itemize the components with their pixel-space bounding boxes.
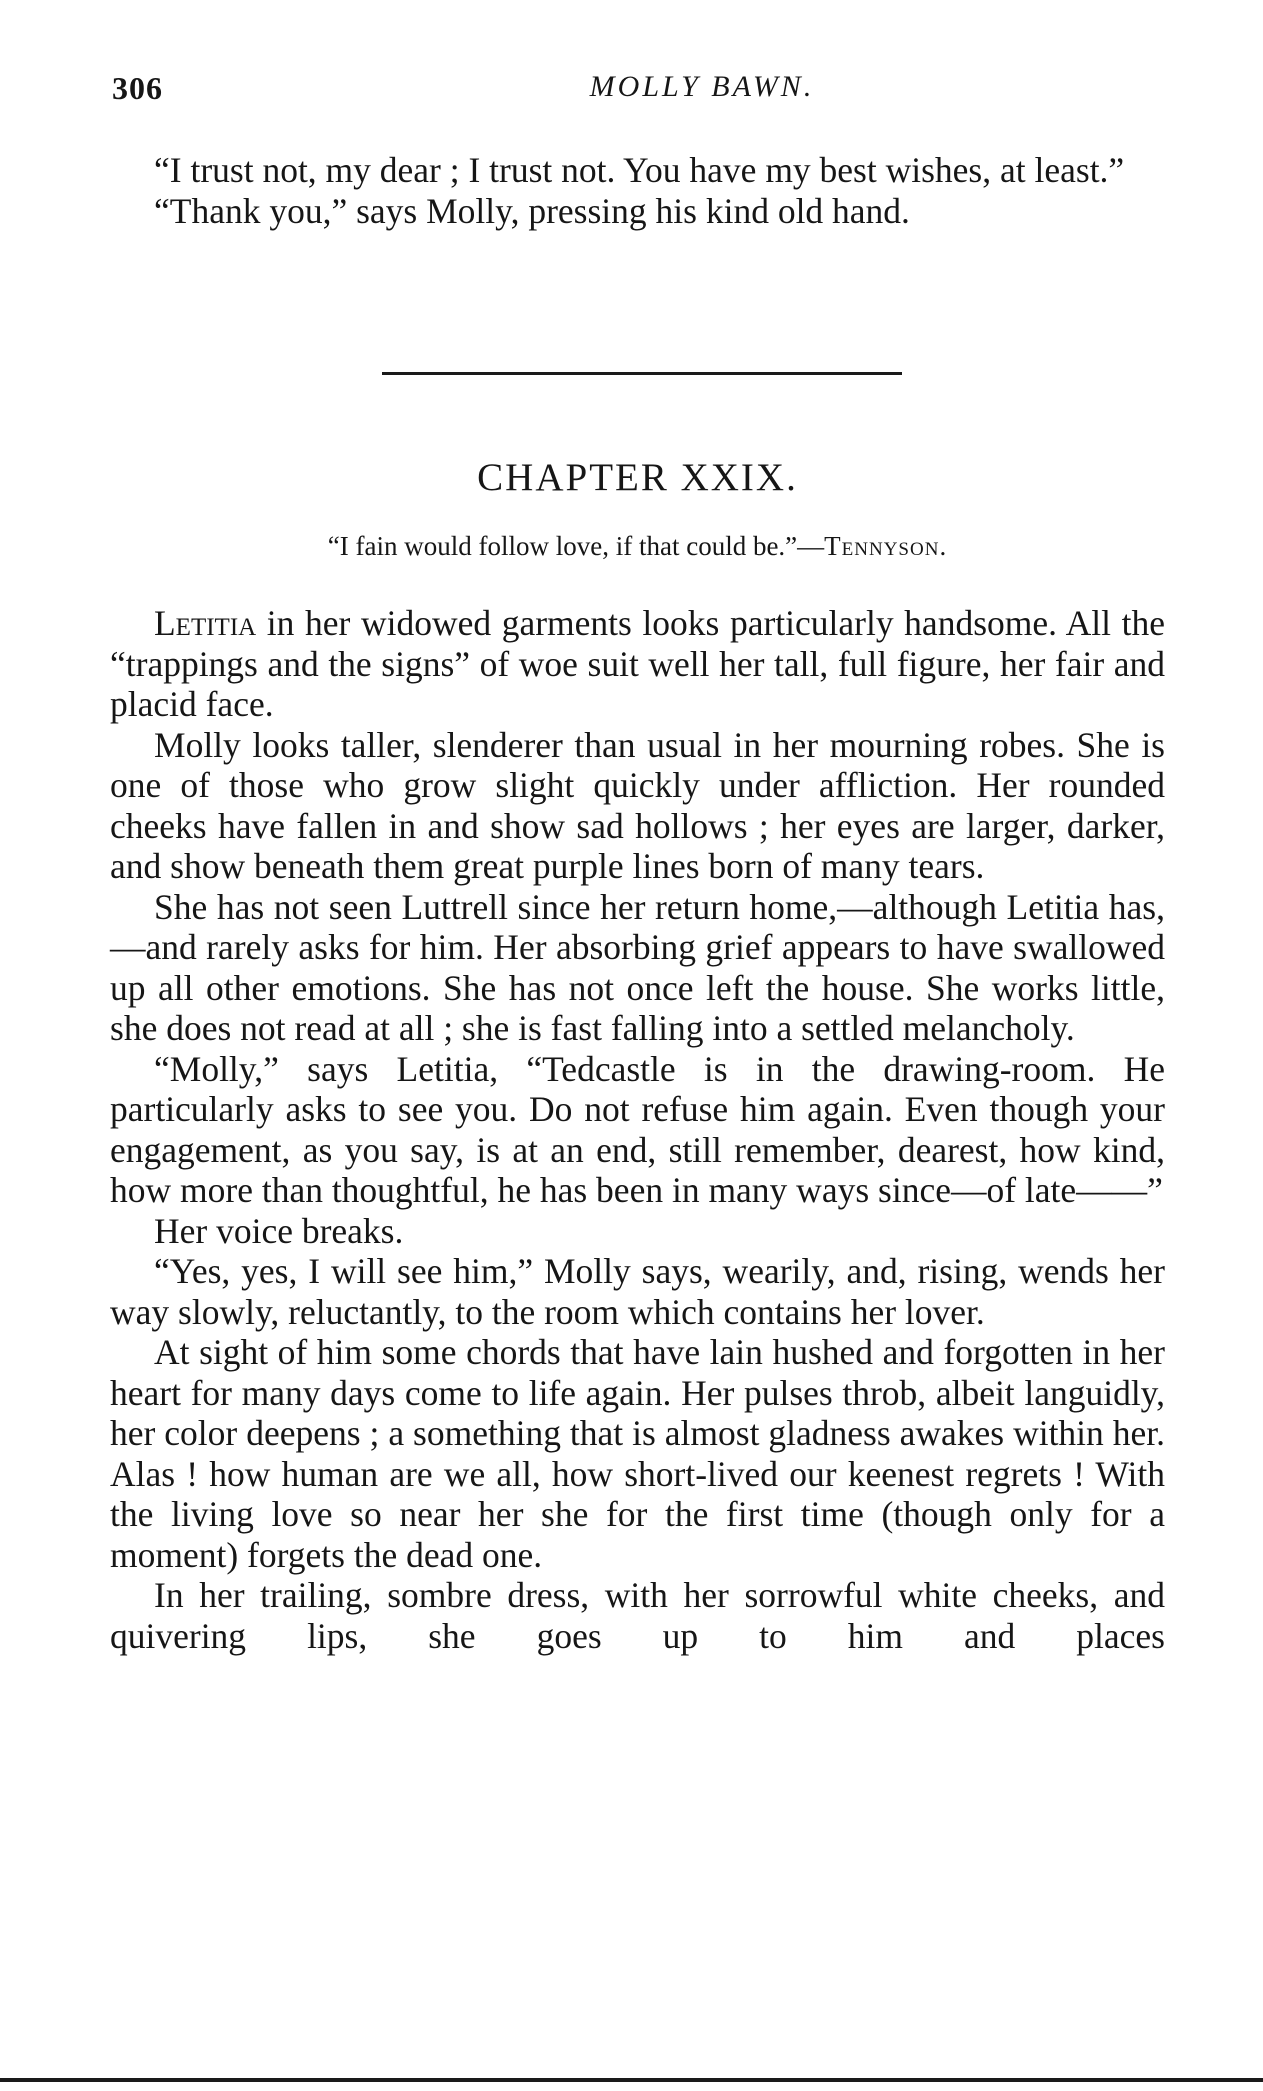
paragraph: “Yes, yes, I will see him,” Molly says, wearily, and, rising, wends her way slowly, reluctantly, to the room which contains her lover. — [110, 1251, 1165, 1332]
paragraph: Her voice breaks. — [154, 1210, 404, 1251]
epigraph — [110, 531, 1165, 562]
epigraph-author: Tennyson. — [824, 531, 948, 561]
page-bottom-edge — [0, 2078, 1263, 2082]
paragraph: “Thank you,” says Molly, pressing his kind old hand. — [154, 190, 910, 231]
chapter-divider — [382, 372, 902, 375]
paragraph: Molly looks taller, slenderer than usual in her mourning robes. She is one of those who grow slight quickly under affliction. Her rounded cheeks have fallen in and show sad hollows ; her eyes are larger, darker, and show beneath them great purple lines born of many tears. — [110, 724, 1165, 886]
opening-paragraph — [110, 603, 1165, 725]
opening-dialogue — [110, 150, 1165, 231]
paragraph: “Molly,” says Letitia, “Tedcastle is in the drawing-room. He particularly asks to see you. Do not refuse him again. Even though your engagement, as you say, is at an end, still remember, dearest, how kind, how more than thoughtful, he has been in many ways since—of late——” — [110, 1048, 1165, 1210]
chapter-title: CHAPTER XXIX. — [477, 456, 798, 499]
continuing-paragraph: In her trailing, sombre dress, with her sorrowful white cheeks, and quivering lips, she goes up to him and places — [110, 1575, 1165, 1656]
page-number: 306 — [112, 70, 163, 106]
paragraph: At sight of him some chords that have lain hushed and forgotten in her heart for many days come to life again. Her pulses throb, albeit languidly, her color deepens ; a something that is almost gladness awakes within her. Alas ! how human are we all, how short-lived our keenest regrets ! With the living love so near her she for the first time (though only for a moment) forgets the dead one. — [110, 1332, 1165, 1575]
paragraph: She has not seen Luttrell since her return home,—although Letitia has,—and rarely asks for him. Her absorbing grief appears to have swallowed up all other emotions. She has not once left the house. She works little, she does not read at all ; she is fast falling into a settled melancholy. — [110, 886, 1165, 1048]
lead-word: Letitia — [154, 603, 257, 643]
paragraph: “I trust not, my dear ; I trust not. You have my best wishes, at least.” — [154, 150, 1125, 190]
chapter-body — [110, 603, 1165, 1656]
running-header — [112, 70, 1172, 120]
epigraph-quote: “I fain would follow love, if that could be.”— — [327, 531, 825, 561]
running-title: MOLLY BAWN. — [589, 70, 815, 103]
opening-paragraph-text: in her widowed garments looks particularly handsome. All the “trappings and the signs” of woe suit well her tall, full figure, her fair and placid face. — [110, 603, 1165, 724]
